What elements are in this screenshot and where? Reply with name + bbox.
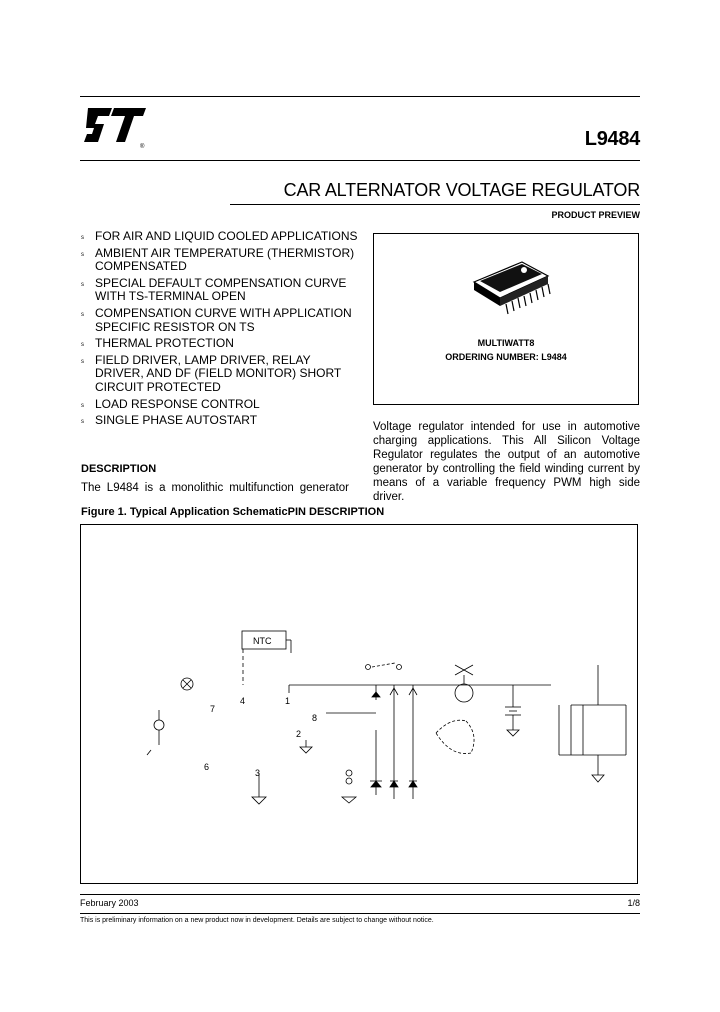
description-text-left: The L9484 is a monolithic multifunction generator [81, 482, 349, 494]
ground-symbols [252, 740, 356, 804]
multiwatt-package-image [464, 254, 554, 316]
product-preview-label: PRODUCT PREVIEW [551, 210, 640, 220]
description-text-right: Voltage regulator intended for use in automotive charging applications. This All Silicon Voltage Regulator regulates the output of an automotive generator by controlling the field winding current by means of a variable frequency PWM high side driver. [373, 421, 640, 503]
feature-item: s THERMAL PROTECTION [81, 336, 234, 351]
bullet-icon: s [81, 419, 84, 426]
document-title: CAR ALTERNATOR VOLTAGE REGULATOR [283, 180, 640, 200]
footer-rule [80, 894, 640, 895]
ignition-switch-symbol [366, 663, 402, 670]
footer-notice: This is preliminary information on a new product now in development. Details are subject to change without notice. [80, 917, 434, 924]
feature-item: s SPECIAL DEFAULT COMPENSATION CURVE WITH TS-TERMINAL OPEN [81, 275, 347, 304]
bullet-icon: s [81, 311, 84, 318]
battery-symbol [505, 685, 521, 736]
schematic-diagram [81, 525, 637, 883]
title-underline [230, 204, 640, 205]
bullet-icon: s [81, 235, 84, 241]
header-top-rule [80, 96, 640, 97]
figure-caption: Figure 1. Typical Application SchematicPIN DESCRIPTION [81, 506, 385, 518]
part-number: L9484 [584, 128, 640, 150]
feature-item: s LOAD RESPONSE CONTROL [81, 396, 260, 411]
title-rule [80, 160, 640, 161]
st-logo [82, 104, 148, 150]
lamp-symbol [181, 678, 193, 690]
bullet-icon: s [81, 358, 84, 365]
feature-item: s AMBIENT AIR TEMPERATURE (THERMISTOR) COMPENSATED [81, 245, 355, 274]
schematic-frame [80, 524, 638, 884]
ntc-label: NTC [253, 636, 272, 646]
bullet-icon: s [81, 251, 84, 258]
bullet-icon: s [81, 342, 84, 349]
pin-label-3: 3 [255, 768, 261, 778]
pin-label-4: 4 [240, 696, 246, 706]
package-box [373, 233, 639, 405]
footer-date: February 2003 [80, 898, 139, 908]
relay-symbol-left [147, 710, 164, 755]
pin-label-2: 2 [296, 729, 302, 739]
generator-lamp [455, 665, 473, 702]
description-heading: DESCRIPTION [81, 463, 157, 475]
bullet-icon: s [81, 402, 84, 409]
package-name: MULTIWATT8 [477, 338, 535, 348]
svg-text:®: ® [140, 144, 145, 150]
feature-item: s SINGLE PHASE AUTOSTART [81, 413, 258, 428]
pin-label-6: 6 [204, 762, 210, 772]
footer-page-number: 1/8 [627, 898, 640, 908]
feature-item: s FIELD DRIVER, LAMP DRIVER, RELAY DRIVER, AND DF (FIELD MONITOR) SHORT CIRCUIT PROTECTED [81, 352, 342, 394]
feature-list [80, 230, 360, 431]
load-bank [559, 665, 626, 782]
feature-item: s COMPENSATION CURVE WITH APPLICATION SPECIFIC RESISTOR ON TS [81, 305, 352, 334]
pin-label-7: 7 [210, 704, 216, 714]
ordering-number: ORDERING NUMBER: L9484 [445, 352, 567, 362]
stator-windings [436, 720, 474, 753]
bullet-icon: s [81, 281, 84, 288]
rectifier-diodes [326, 685, 417, 799]
pin-label-1: 1 [285, 696, 291, 706]
pin-label-8: 8 [312, 713, 318, 723]
footer-notice-rule [80, 913, 640, 914]
feature-item: s FOR AIR AND LIQUID COOLED APPLICATIONS [81, 229, 358, 243]
